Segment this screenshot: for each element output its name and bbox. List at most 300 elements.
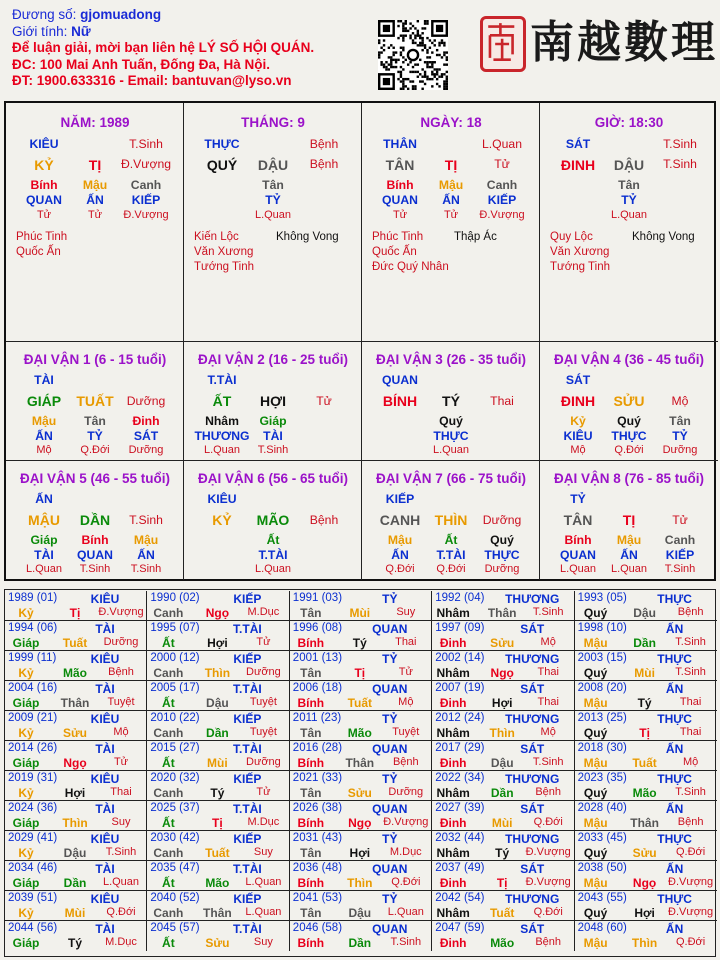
year-branch: Dậu [633, 606, 656, 620]
annual-year-cell [5, 621, 147, 651]
annual-year-cell [290, 741, 432, 771]
year-label: 2019 (31) [8, 772, 58, 784]
annual-year-cell [5, 801, 147, 831]
year-branch: Thân [630, 816, 659, 830]
year-label: 1998 (10) [577, 622, 627, 634]
year-stem: Tân [300, 606, 322, 620]
year-branch: Sửu [490, 636, 515, 650]
year-god: TỶ [382, 832, 398, 846]
year-god: KIẾP [233, 592, 262, 606]
year-label: 2007 (19) [435, 682, 485, 694]
year-stem: Giáp [12, 816, 40, 830]
annual-year-cell [432, 621, 574, 651]
annual-year-cell [147, 621, 289, 651]
annual-year-cell [290, 651, 432, 681]
header-label: Đương số: [12, 7, 77, 22]
pillar-cell [184, 103, 362, 342]
luck-title: ĐẠI VẬN 7 (66 - 75 tuổi) [375, 471, 527, 486]
hidden-stem: Mậu [438, 178, 464, 192]
bazi-chart-grid [4, 101, 716, 581]
year-label: 2035 (47) [150, 862, 200, 874]
star: Không Vong [276, 231, 339, 243]
pillar-title: NGÀY: 18 [420, 115, 482, 130]
header-line [12, 25, 314, 40]
hidden-stem: Mậu [133, 533, 159, 547]
ten-god: SÁT [565, 137, 591, 151]
year-stage: Mộ [398, 696, 414, 708]
year-god: KIẾP [233, 712, 262, 726]
year-stem: Mậu [583, 756, 608, 770]
hidden-stage: Q.Đới [614, 444, 644, 456]
year-label: 2032 (44) [435, 832, 485, 844]
year-stage: Mộ [540, 726, 556, 738]
annual-year-cell [290, 771, 432, 801]
pillar-title: NĂM: 1989 [60, 115, 130, 130]
annual-year-cell [290, 711, 432, 741]
year-god: T.TÀI [233, 742, 262, 756]
annual-year-cell [147, 711, 289, 741]
year-label: 1993 (05) [577, 592, 627, 604]
year-branch: Tuất [205, 846, 230, 860]
year-label: 2025 (37) [150, 802, 200, 814]
year-branch: Dần [348, 936, 372, 950]
hidden-stage: Dưỡng [662, 444, 698, 456]
year-stage: Dưỡng [103, 636, 139, 648]
year-label: 1995 (07) [150, 622, 200, 634]
year-branch: Mùi [207, 756, 228, 770]
annual-year-cell [432, 711, 574, 741]
year-stage: Thai [679, 696, 702, 708]
hidden-god: THỰC [484, 548, 520, 562]
year-stage: T.Sinh [532, 756, 564, 768]
hidden-stage: L.Quan [254, 209, 292, 221]
year-label: 2047 (59) [435, 922, 485, 934]
year-label: 2043 (55) [577, 892, 627, 904]
year-stage: Suy [253, 936, 273, 948]
hidden-stage: L.Quan [610, 563, 648, 575]
year-branch: Dần [633, 636, 656, 650]
year-stem: Ất [162, 756, 175, 770]
year-stem: Quý [583, 906, 608, 920]
year-label: 2044 (56) [8, 922, 58, 934]
luck-pillar-cell [362, 342, 540, 461]
year-stage: L.Quan [245, 906, 282, 918]
annual-year-cell [575, 651, 717, 681]
year-stem: Đinh [439, 936, 467, 950]
year-stage: Đ.Vượng [525, 876, 571, 888]
year-branch: Hợi [491, 696, 513, 710]
year-stem: Canh [153, 726, 184, 740]
heavenly-stem: KỶ [34, 157, 54, 173]
year-god: QUAN [372, 862, 408, 876]
annual-year-cell [5, 921, 147, 951]
year-god: TÀI [95, 622, 115, 636]
heavenly-stem: ĐINH [560, 393, 596, 409]
year-branch: Dậu [348, 906, 372, 920]
hidden-god: ẤN [391, 548, 409, 562]
year-stage: Suy [253, 846, 273, 858]
hidden-god: QUAN [560, 548, 596, 562]
stage: L.Quan [482, 137, 522, 151]
year-stage: Suy [111, 816, 131, 828]
annual-year-cell [575, 831, 717, 861]
year-stem: Quý [583, 666, 608, 680]
annual-year-cell [575, 591, 717, 621]
year-label: 2038 (50) [577, 862, 627, 874]
year-god: KIẾP [233, 652, 262, 666]
year-stage: Bệnh [677, 606, 704, 618]
pillar-title: THÁNG: 9 [241, 115, 305, 130]
year-stage: L.Quan [102, 876, 140, 888]
hidden-stage: Tử [36, 209, 52, 221]
year-branch: Mão [63, 666, 87, 680]
year-god: QUAN [372, 922, 408, 936]
heavenly-stem: QUÝ [206, 157, 238, 173]
luck-pillar-cell [540, 461, 718, 580]
year-stage: Đ.Vượng [525, 846, 571, 858]
year-stage: T.Sinh [105, 846, 137, 858]
stage: Tử [316, 394, 332, 408]
hidden-god: SÁT [133, 429, 159, 443]
year-god: THƯƠNG [505, 592, 560, 606]
star: Không Vong [632, 231, 695, 243]
brand-logo: 南越數理 [530, 17, 718, 68]
year-branch: Dần [490, 786, 514, 800]
year-label: 2045 (57) [150, 922, 200, 934]
year-stage: Bệnh [392, 756, 419, 768]
hidden-stem: Bính [386, 178, 414, 192]
year-branch: Tị [639, 726, 650, 740]
luck-title: ĐẠI VẬN 6 (56 - 65 tuổi) [197, 471, 349, 486]
year-label: 2011 (23) [292, 712, 342, 724]
year-branch: Mùi [64, 906, 86, 920]
hidden-stage: Đ.Vượng [123, 209, 169, 221]
year-branch: Sửu [62, 726, 88, 740]
year-god: ẤN [665, 862, 684, 876]
hidden-stem: Giáp [259, 414, 287, 428]
ten-god: QUAN [382, 373, 418, 387]
pillar-cell [362, 103, 540, 342]
year-label: 2023 (35) [577, 772, 627, 784]
annual-year-cell [575, 771, 717, 801]
year-branch: Tuất [347, 696, 373, 710]
year-branch: Thân [203, 906, 232, 920]
annual-luck-table [4, 589, 716, 957]
year-stage: Tử [113, 756, 129, 768]
year-stem: Ất [162, 936, 175, 950]
annual-year-cell [5, 651, 147, 681]
annual-year-cell [432, 741, 574, 771]
annual-year-cell [432, 591, 574, 621]
annual-year-cell [5, 681, 147, 711]
year-branch: Tị [212, 816, 223, 830]
year-label: 2046 (58) [292, 922, 343, 934]
year-god: SÁT [520, 862, 545, 876]
stage: T.Sinh [129, 137, 163, 151]
year-branch: Thìn [204, 666, 231, 680]
hidden-god: ẤN [137, 548, 155, 562]
year-stage: Thai [395, 636, 417, 648]
year-god: THỰC [657, 652, 692, 666]
year-branch: Thân [345, 756, 375, 770]
luck-title: ĐẠI VẬN 3 (26 - 35 tuổi) [375, 352, 527, 367]
year-stem: Đinh [439, 876, 467, 890]
ten-god: TÀI [34, 373, 54, 387]
year-god: T.TÀI [233, 922, 262, 936]
year-stage: Dưỡng [246, 756, 281, 768]
year-god: SÁT [520, 742, 545, 756]
hidden-stage: Tử [392, 209, 408, 221]
year-label: 2016 (28) [292, 742, 343, 754]
hidden-stem: Mậu [616, 533, 642, 547]
hidden-god: ẤN [86, 193, 104, 207]
year-label: 2024 (36) [8, 802, 58, 814]
header-label: Giới tính: [12, 23, 68, 39]
heavenly-stem: ĐINH [560, 157, 596, 173]
year-god: QUAN [372, 802, 408, 816]
year-stem: Kỷ [18, 846, 34, 860]
stage: Bệnh [309, 157, 339, 171]
year-god: T.TÀI [233, 802, 262, 816]
hidden-god: KIÊU [563, 429, 593, 443]
year-stem: Kỷ [18, 726, 34, 740]
year-stage: Tuyệt [249, 726, 277, 738]
year-label: 2039 (51) [8, 892, 58, 904]
hidden-stem: Tân [669, 414, 691, 428]
hidden-god: T.TÀI [436, 548, 466, 562]
hidden-god: KIẾP [665, 548, 695, 562]
luck-pillar-cell [6, 342, 184, 461]
year-branch: Tý [210, 786, 225, 800]
hidden-stage: Q.Đới [385, 563, 415, 575]
hidden-god: ẤN [35, 429, 53, 443]
year-god: T.TÀI [233, 622, 262, 636]
year-branch: Dậu [63, 846, 87, 860]
year-god: QUAN [372, 742, 408, 756]
year-stage: Dưỡng [388, 786, 424, 798]
year-god: THƯƠNG [505, 652, 560, 666]
year-label: 2017 (29) [435, 742, 485, 754]
year-branch: Hợi [207, 636, 228, 650]
hidden-stage: Đ.Vượng [479, 209, 525, 221]
heavenly-stem: TÂN [385, 157, 415, 173]
star: Kiến Lộc [194, 231, 239, 243]
year-stage: Đ.Vượng [668, 876, 714, 888]
year-label: 2000 (12) [150, 652, 200, 664]
year-label: 2031 (43) [292, 832, 343, 844]
year-branch: Ngọ [63, 756, 87, 770]
hidden-god: THỰC [611, 429, 647, 443]
year-god: KIÊU [90, 592, 120, 606]
annual-year-cell [5, 711, 147, 741]
earthly-branch: MÃO [256, 512, 290, 528]
year-stage: L.Quan [387, 906, 424, 918]
year-branch: Dần [63, 876, 87, 890]
year-label: 2003 (15) [577, 652, 627, 664]
hidden-stem: Mậu [82, 178, 108, 192]
annual-year-cell [432, 891, 574, 921]
year-branch: Tuất [62, 636, 88, 650]
year-label: 2028 (40) [577, 802, 627, 814]
year-stage: Bệnh [535, 786, 562, 798]
year-stage: T.Sinh [675, 636, 706, 648]
earthly-branch: DẬU [257, 157, 289, 173]
year-branch: Mão [632, 786, 657, 800]
annual-year-cell [147, 681, 289, 711]
hidden-stem: Ất [266, 533, 280, 547]
year-stage: Thai [110, 786, 132, 798]
year-stem: Tân [300, 786, 322, 800]
star: Quốc Ấn [16, 246, 61, 258]
year-stem: Mậu [583, 696, 608, 710]
year-branch: Thìn [347, 876, 373, 890]
pillar-title: GIỜ: 18:30 [594, 115, 664, 130]
luck-pillar-cell [184, 461, 362, 580]
annual-year-cell [147, 771, 289, 801]
hidden-god: QUAN [382, 193, 418, 207]
year-stage: Đ.Vượng [98, 606, 144, 618]
year-god: KIÊU [90, 772, 120, 786]
annual-year-cell [290, 681, 432, 711]
annual-year-cell [5, 741, 147, 771]
annual-year-cell [5, 771, 147, 801]
year-stage: Đ.Vượng [383, 816, 429, 828]
hidden-stem: Nhâm [205, 414, 239, 428]
year-god: THỰC [657, 772, 692, 786]
year-stem: Giáp [12, 756, 40, 770]
year-god: KIÊU [90, 832, 120, 846]
year-god: KIÊU [90, 892, 120, 906]
year-branch: Mùi [491, 816, 513, 830]
header-info [12, 8, 314, 91]
hidden-stem: Canh [486, 178, 518, 192]
earthly-branch: TỊ [444, 157, 458, 173]
hidden-stage: L.Quan [432, 444, 470, 456]
year-label: 2005 (17) [150, 682, 200, 694]
year-label: 2034 (46) [8, 862, 58, 874]
annual-year-cell [290, 831, 432, 861]
year-label: 1989 (01) [8, 592, 58, 604]
year-stage: Suy [396, 606, 416, 618]
year-stem: Bính [297, 816, 325, 830]
annual-year-cell [432, 861, 574, 891]
year-stem: Canh [153, 846, 184, 860]
header-label: ĐT: 1900.633316 - Email: bantuvan@lyso.vn [12, 73, 292, 88]
year-stage: Q.Đới [533, 816, 563, 828]
header-label: ĐC: 100 Mai Anh Tuấn, Đống Đa, Hà Nội. [12, 56, 271, 72]
year-stage: Tử [256, 636, 271, 648]
luck-title: ĐẠI VẬN 8 (76 - 85 tuổi) [553, 471, 705, 486]
year-stage: Thai [537, 696, 559, 708]
hidden-stem: Ất [444, 533, 458, 547]
hidden-god: TÀI [263, 429, 283, 443]
year-label: 2001 (13) [292, 652, 343, 664]
hidden-stem: Mậu [31, 414, 57, 428]
earthly-branch: TỊ [622, 512, 636, 528]
year-stem: Ất [162, 816, 175, 830]
year-god: TÀI [95, 682, 115, 696]
year-stem: Tân [300, 906, 322, 920]
stage: Tử [672, 513, 688, 527]
year-stem: Đinh [439, 696, 467, 710]
year-label: 1991 (03) [292, 592, 343, 604]
year-god: ẤN [665, 622, 684, 636]
year-god: ẤN [665, 802, 684, 816]
year-branch: Tị [354, 666, 366, 680]
year-stem: Canh [153, 786, 184, 800]
year-stage: Thai [679, 726, 702, 738]
hidden-stage: Dưỡng [484, 563, 520, 575]
hidden-stage: T.Sinh [130, 563, 162, 575]
annual-year-cell [147, 891, 289, 921]
year-stem: Ất [162, 696, 175, 710]
hidden-stem: Mậu [387, 533, 413, 547]
star: Tướng Tinh [550, 261, 610, 273]
annual-year-cell [290, 801, 432, 831]
year-branch: Tuất [632, 756, 657, 770]
year-stage: Q.Đới [106, 906, 136, 918]
year-stage: T.Sinh [390, 936, 422, 948]
year-branch: Thìn [62, 816, 88, 830]
stage: T.Sinh [663, 137, 697, 151]
year-god: THỰC [657, 892, 692, 906]
year-stage: T.Sinh [675, 666, 706, 678]
year-god: SÁT [520, 922, 545, 936]
year-branch: Mùi [349, 606, 371, 620]
star: Quy Lộc [550, 231, 593, 243]
year-branch: Tị [496, 876, 508, 890]
stage: T.Sinh [129, 513, 163, 527]
year-label: 2030 (42) [150, 832, 200, 844]
hidden-god: THƯƠNG [194, 429, 250, 443]
hidden-stage: L.Quan [610, 209, 648, 221]
annual-year-cell [290, 621, 432, 651]
ten-god: THÂN [383, 137, 417, 151]
year-god: KIÊU [90, 652, 120, 666]
hidden-stage: T.Sinh [79, 563, 111, 575]
ten-god: T.TÀI [207, 373, 237, 387]
star: Quốc Ấn [372, 246, 417, 258]
header-value: Nữ [67, 23, 91, 39]
year-label: 2029 (41) [8, 832, 58, 844]
annual-year-cell [147, 741, 289, 771]
year-god: THƯƠNG [505, 892, 560, 906]
year-stem: Bính [297, 636, 325, 650]
hidden-god: TỶ [87, 429, 103, 443]
earthly-branch: DẬU [613, 157, 645, 173]
year-god: TỶ [382, 592, 398, 606]
hidden-stem: Quý [439, 414, 463, 428]
hidden-god: TÀI [34, 548, 54, 562]
stage: Dưỡng [126, 394, 166, 408]
year-stage: Bệnh [535, 936, 562, 948]
year-stem: Bính [297, 936, 325, 950]
hidden-stage: Q.Đới [436, 563, 466, 575]
year-branch: Ngọ [632, 876, 657, 890]
year-branch: Ngọ [205, 606, 230, 620]
year-stem: Tân [300, 846, 322, 860]
year-god: KIẾP [233, 772, 262, 786]
year-label: 2006 (18) [292, 682, 343, 694]
year-god: KIẾP [233, 832, 262, 846]
hidden-stage: Tử [87, 209, 103, 221]
year-stem: Quý [583, 726, 608, 740]
year-branch: Dần [206, 726, 229, 740]
year-stem: Bính [297, 696, 325, 710]
heavenly-stem: ẤT [212, 393, 232, 409]
annual-year-cell [290, 891, 432, 921]
year-stem: Giáp [12, 876, 40, 890]
